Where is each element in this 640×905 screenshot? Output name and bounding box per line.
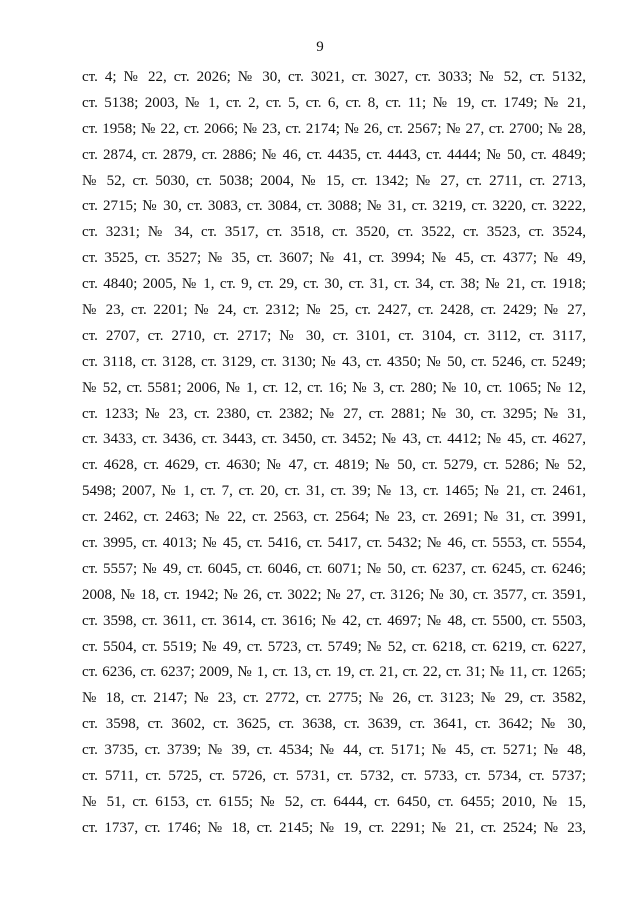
- text-line: ст. 5557; № 49, ст. 6045, ст. 6046, ст. 6071; № 50, ст. 6237, ст. 6245, ст. 6246;: [82, 560, 586, 577]
- text-line: ст. 3525, ст. 3527; № 35, ст. 3607; № 41, ст. 3994; № 45, ст. 4377; № 49,: [82, 250, 586, 267]
- text-line: ст. 2874, ст. 2879, ст. 2886; № 46, ст. 4435, ст. 4443, ст. 4444; № 50, ст. 4849;: [82, 146, 586, 163]
- text-line: ст. 1737, ст. 1746; № 18, ст. 2145; № 19, ст. 2291; № 21, ст. 2524; № 23,: [82, 819, 586, 836]
- text-line: ст. 6236, ст. 6237; 2009, № 1, ст. 13, ст. 19, ст. 21, ст. 22, ст. 31; № 11, ст. 1265;: [82, 664, 586, 681]
- text-line: № 51, ст. 6153, ст. 6155; № 52, ст. 6444, ст. 6450, ст. 6455; 2010, № 15,: [82, 793, 586, 810]
- text-line: ст. 2707, ст. 2710, ст. 2717; № 30, ст. 3101, ст. 3104, ст. 3112, ст. 3117,: [82, 327, 586, 344]
- text-line: ст. 3433, ст. 3436, ст. 3443, ст. 3450, ст. 3452; № 43, ст. 4412; № 45, ст. 4627,: [82, 431, 586, 448]
- text-line: ст. 4628, ст. 4629, ст. 4630; № 47, ст. 4819; № 50, ст. 5279, ст. 5286; № 52,: [82, 457, 586, 474]
- text-line: ст. 4; № 22, ст. 2026; № 30, ст. 3021, ст. 3027, ст. 3033; № 52, ст. 5132,: [82, 69, 586, 85]
- text-line: ст. 3598, ст. 3602, ст. 3625, ст. 3638, ст. 3639, ст. 3641, ст. 3642; № 30,: [82, 716, 586, 733]
- text-line: ст. 4840; 2005, № 1, ст. 9, ст. 29, ст. 30, ст. 31, ст. 34, ст. 38; № 21, ст. 1918;: [82, 276, 586, 293]
- text-line: № 18, ст. 2147; № 23, ст. 2772, ст. 2775; № 26, ст. 3123; № 29, ст. 3582,: [82, 690, 586, 707]
- text-line: 2008, № 18, ст. 1942; № 26, ст. 3022; № 27, ст. 3126; № 30, ст. 3577, ст. 3591,: [82, 586, 586, 603]
- text-line: ст. 1958; № 22, ст. 2066; № 23, ст. 2174; № 26, ст. 2567; № 27, ст. 2700; № 28,: [82, 120, 586, 137]
- text-line: ст. 5504, ст. 5519; № 49, ст. 5723, ст. 5749; № 52, ст. 6218, ст. 6219, ст. 6227,: [82, 638, 586, 655]
- text-line: ст. 3735, ст. 3739; № 39, ст. 4534; № 44, ст. 5171; № 45, ст. 5271; № 48,: [82, 742, 586, 759]
- text-line: ст. 2462, ст. 2463; № 22, ст. 2563, ст. 2564; № 23, ст. 2691; № 31, ст. 3991,: [82, 509, 586, 526]
- text-line: № 23, ст. 2201; № 24, ст. 2312; № 25, ст. 2427, ст. 2428, ст. 2429; № 27,: [82, 302, 586, 319]
- text-line: ст. 3118, ст. 3128, ст. 3129, ст. 3130; № 43, ст. 4350; № 50, ст. 5246, ст. 5249;: [82, 353, 586, 370]
- text-line: ст. 5138; 2003, № 1, ст. 2, ст. 5, ст. 6, ст. 8, ст. 11; № 19, ст. 1749; № 21,: [82, 94, 586, 111]
- text-line: № 52, ст. 5030, ст. 5038; 2004, № 15, ст. 1342; № 27, ст. 2711, ст. 2713,: [82, 172, 586, 189]
- text-line: ст. 3231; № 34, ст. 3517, ст. 3518, ст. 3520, ст. 3522, ст. 3523, ст. 3524,: [82, 224, 586, 241]
- text-line: № 52, ст. 5581; 2006, № 1, ст. 12, ст. 16; № 3, ст. 280; № 10, ст. 1065; № 12,: [82, 379, 586, 396]
- text-line: ст. 5711, ст. 5725, ст. 5726, ст. 5731, ст. 5732, ст. 5733, ст. 5734, ст. 5737;: [82, 768, 586, 785]
- page-number: 9: [316, 39, 324, 55]
- text-line: ст. 1233; № 23, ст. 2380, ст. 2382; № 27, ст. 2881; № 30, ст. 3295; № 31,: [82, 405, 586, 422]
- text-line: 5498; 2007, № 1, ст. 7, ст. 20, ст. 31, ст. 39; № 13, ст. 1465; № 21, ст. 2461,: [82, 483, 586, 500]
- body-text: [82, 66, 586, 843]
- text-line: ст. 3598, ст. 3611, ст. 3614, ст. 3616; № 42, ст. 4697; № 48, ст. 5500, ст. 5503,: [82, 612, 586, 629]
- text-line: ст. 2715; № 30, ст. 3083, ст. 3084, ст. 3088; № 31, ст. 3219, ст. 3220, ст. 3222,: [82, 198, 586, 215]
- text-line: ст. 3995, ст. 4013; № 45, ст. 5416, ст. 5417, ст. 5432; № 46, ст. 5553, ст. 5554,: [82, 535, 586, 552]
